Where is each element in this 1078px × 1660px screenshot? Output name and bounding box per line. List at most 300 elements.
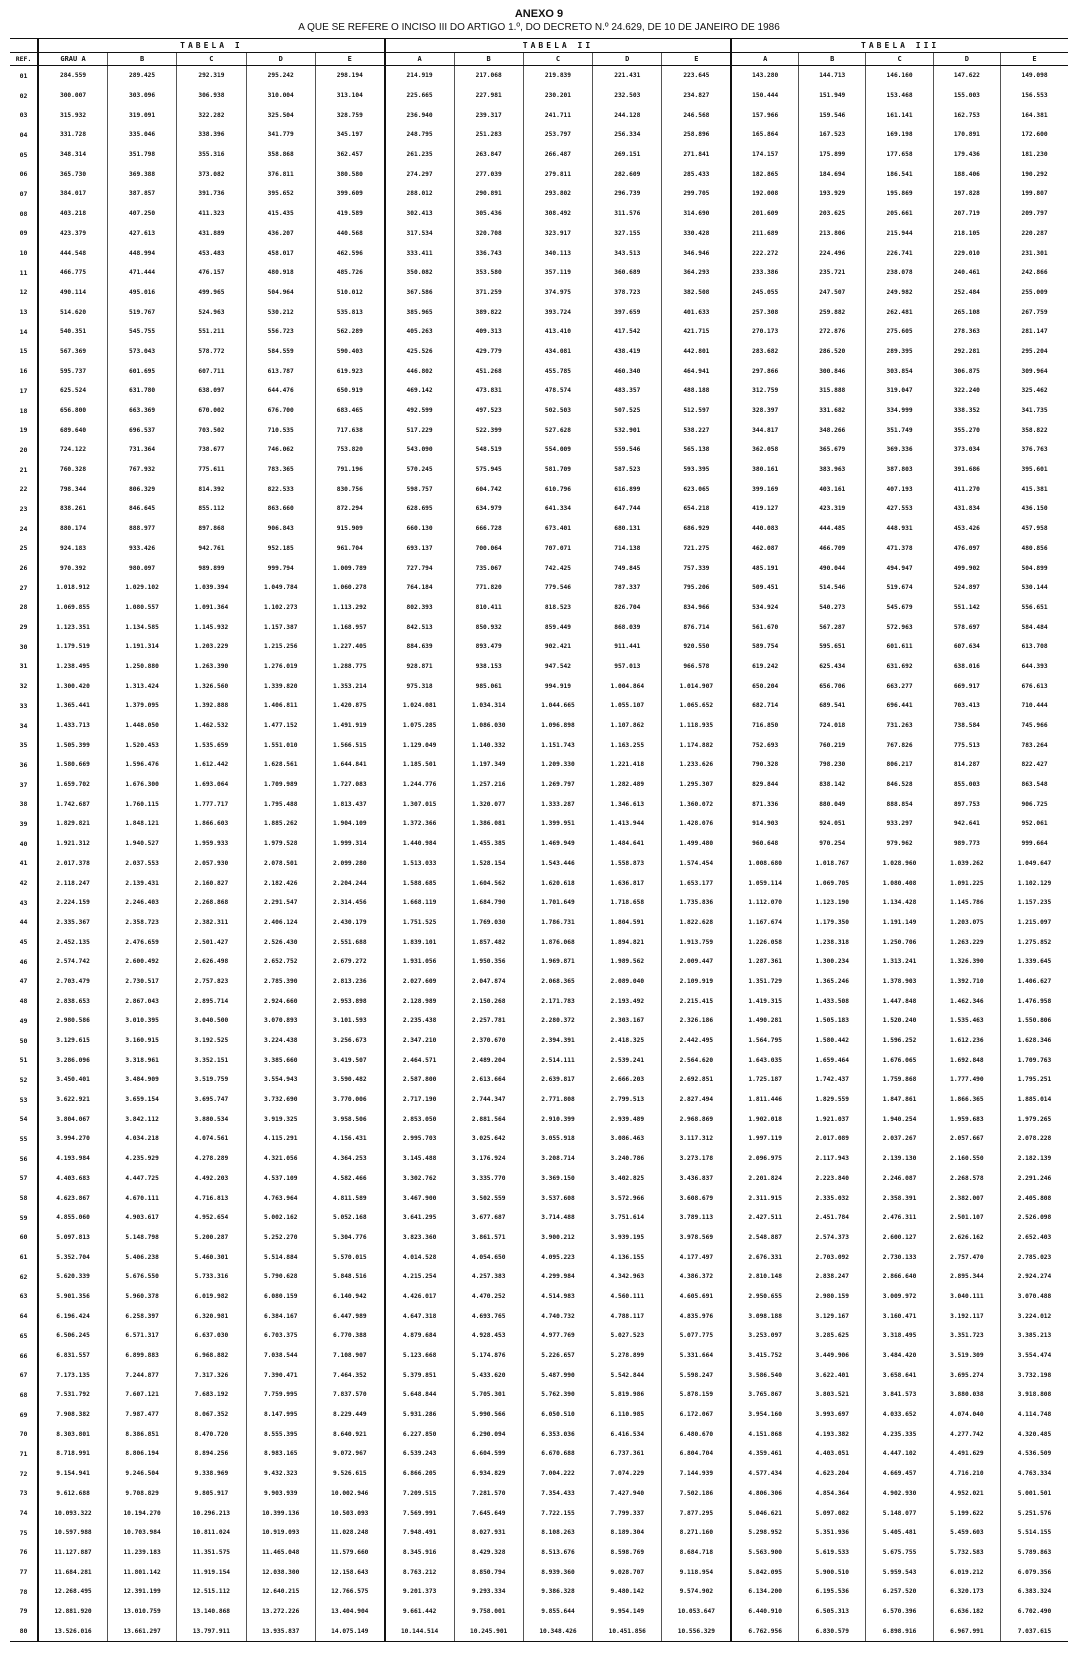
cell-t3-c: 731.263 — [866, 716, 933, 736]
cell-t3-c: 4.235.335 — [866, 1424, 933, 1444]
cell-t1-d: 3.224.438 — [246, 1031, 315, 1051]
cell-t3-d: 4.277.742 — [933, 1424, 1000, 1444]
cell-t1-e: 1.420.875 — [315, 696, 384, 716]
cell-t3-a: 914.903 — [731, 814, 798, 834]
cell-t1-b: 7.244.877 — [107, 1365, 176, 1385]
cell-t3-a: 222.272 — [731, 243, 798, 263]
cell-t2-b: 9.758.001 — [454, 1602, 523, 1622]
cell-t2-b: 604.742 — [454, 479, 523, 499]
cell-t3-e: 267.759 — [1001, 302, 1068, 322]
cell-t2-a: 2.587.800 — [385, 1070, 454, 1090]
cell-t3-c: 4.033.652 — [866, 1405, 933, 1425]
cell-t3-e: 1.979.265 — [1001, 1109, 1068, 1129]
cell-t1-d: 822.533 — [246, 479, 315, 499]
cell-t2-a: 1.588.685 — [385, 873, 454, 893]
cell-t3-d: 989.773 — [933, 834, 1000, 854]
cell-t1-a: 1.742.687 — [38, 794, 107, 814]
cell-ref: 65 — [19, 1331, 28, 1340]
cell-t1-e: 1.904.109 — [315, 814, 384, 834]
cell-t3-d: 3.880.038 — [933, 1385, 1000, 1405]
cell-t1-c: 738.677 — [177, 440, 246, 460]
cell-t2-b: 429.779 — [454, 342, 523, 362]
cell-t1-d: 1.406.811 — [246, 696, 315, 716]
cell-t1-b: 4.447.725 — [107, 1169, 176, 1189]
cell-t3-a: 790.328 — [731, 755, 798, 775]
cell-t3-d: 551.142 — [933, 598, 1000, 618]
cell-t2-d: 1.346.613 — [593, 794, 662, 814]
table-row — [10, 696, 1068, 716]
cell-t3-b: 383.963 — [799, 460, 866, 480]
cell-t3-d: 147.622 — [933, 66, 1000, 86]
cell-t1-e: 4.811.589 — [315, 1188, 384, 1208]
cell-t3-c: 5.148.077 — [866, 1503, 933, 1523]
cell-t3-b: 2.451.784 — [799, 1208, 866, 1228]
cell-t3-b: 2.223.840 — [799, 1169, 866, 1189]
cell-t1-b: 1.448.050 — [107, 716, 176, 736]
cell-t1-a: 423.379 — [38, 224, 107, 244]
cell-t2-c: 7.722.155 — [523, 1503, 592, 1523]
cell-t1-b: 6.571.317 — [107, 1326, 176, 1346]
cell-t1-b: 1.191.314 — [107, 637, 176, 657]
cell-t3-c: 4.447.102 — [866, 1444, 933, 1464]
cell-t1-a: 10.597.988 — [38, 1523, 107, 1543]
cell-t1-e: 13.404.904 — [315, 1602, 384, 1622]
cell-t3-d: 1.612.236 — [933, 1031, 1000, 1051]
cell-t1-a: 1.580.669 — [38, 755, 107, 775]
cell-ref: 40 — [19, 839, 28, 848]
cell-t1-c: 607.711 — [177, 361, 246, 381]
cell-t2-d: 3.939.195 — [593, 1228, 662, 1248]
cell-t2-b: 305.436 — [454, 204, 523, 224]
column-header-t3-e: E — [1001, 53, 1068, 66]
cell-t1-e: 7.464.352 — [315, 1365, 384, 1385]
cell-ref: 27 — [19, 583, 28, 592]
cell-t1-b: 1.848.121 — [107, 814, 176, 834]
cell-t2-c: 641.334 — [523, 499, 592, 519]
column-header-t3-d: D — [933, 53, 1000, 66]
cell-t2-a: 492.599 — [385, 401, 454, 421]
table-row — [10, 834, 1068, 854]
cell-t3-c: 1.847.861 — [866, 1090, 933, 1110]
cell-t3-c: 6.570.396 — [866, 1602, 933, 1622]
table-row — [10, 991, 1068, 1011]
cell-t2-e: 421.715 — [662, 322, 731, 342]
cell-t1-d: 3.385.660 — [246, 1050, 315, 1070]
cell-t3-a: 157.966 — [731, 105, 798, 125]
table-row — [10, 775, 1068, 795]
cell-t1-e: 313.104 — [315, 86, 384, 106]
cell-t3-c: 806.217 — [866, 755, 933, 775]
cell-t3-a: 1.226.058 — [731, 932, 798, 952]
cell-t2-d: 1.484.641 — [593, 834, 662, 854]
cell-t3-e: 2.652.403 — [1001, 1228, 1068, 1248]
cell-t1-c: 1.777.717 — [177, 794, 246, 814]
cell-t2-d: 269.151 — [593, 145, 662, 165]
cell-t3-a: 2.548.887 — [731, 1228, 798, 1248]
cell-t1-a: 8.303.801 — [38, 1424, 107, 1444]
cell-t3-d: 607.634 — [933, 637, 1000, 657]
cell-t2-e: 3.117.312 — [662, 1129, 731, 1149]
cell-t2-d: 1.163.255 — [593, 735, 662, 755]
cell-t3-d: 4.074.040 — [933, 1405, 1000, 1425]
cell-t3-e: 164.381 — [1001, 105, 1068, 125]
cell-t1-a: 2.452.135 — [38, 932, 107, 952]
cell-t2-c: 1.151.743 — [523, 735, 592, 755]
cell-t1-a: 1.123.351 — [38, 617, 107, 637]
cell-t2-c: 323.917 — [523, 224, 592, 244]
cell-t2-d: 2.799.513 — [593, 1090, 662, 1110]
cell-t3-b: 1.921.037 — [799, 1109, 866, 1129]
cell-t1-d: 458.017 — [246, 243, 315, 263]
cell-t2-c: 10.348.426 — [523, 1621, 592, 1641]
cell-t2-a: 225.665 — [385, 86, 454, 106]
cell-t1-d: 906.843 — [246, 519, 315, 539]
cell-t3-a: 1.167.674 — [731, 913, 798, 933]
cell-t2-c: 2.394.391 — [523, 1031, 592, 1051]
cell-t2-d: 256.334 — [593, 125, 662, 145]
cell-t2-c: 3.900.212 — [523, 1228, 592, 1248]
table-row — [10, 1208, 1068, 1228]
cell-t3-e: 309.964 — [1001, 361, 1068, 381]
cell-t2-b: 985.061 — [454, 676, 523, 696]
cell-ref: 69 — [19, 1410, 28, 1419]
cell-t3-e: 242.866 — [1001, 263, 1068, 283]
cell-t3-e: 3.732.198 — [1001, 1365, 1068, 1385]
cell-t2-d: 2.193.492 — [593, 991, 662, 1011]
cell-ref: 22 — [19, 485, 28, 494]
table-row — [10, 283, 1068, 303]
cell-t2-e: 382.508 — [662, 283, 731, 303]
cell-t3-e: 710.444 — [1001, 696, 1068, 716]
cell-t1-d: 310.004 — [246, 86, 315, 106]
cell-t2-a: 214.919 — [385, 66, 454, 86]
cell-t1-b: 13.010.759 — [107, 1602, 176, 1622]
cell-t2-c: 374.975 — [523, 283, 592, 303]
cell-t1-e: 7.837.570 — [315, 1385, 384, 1405]
cell-ref: 63 — [19, 1292, 28, 1301]
cell-t1-c: 2.501.427 — [177, 932, 246, 952]
cell-t2-d: 2.666.203 — [593, 1070, 662, 1090]
cell-t3-e: 376.763 — [1001, 440, 1068, 460]
cell-ref: 44 — [19, 918, 28, 927]
cell-t2-c: 279.811 — [523, 164, 592, 184]
cell-t1-c: 5.733.316 — [177, 1267, 246, 1287]
cell-t3-b: 315.888 — [799, 381, 866, 401]
cell-t1-b: 6.258.397 — [107, 1306, 176, 1326]
cell-ref: 67 — [19, 1371, 28, 1380]
cell-t3-a: 5.842.095 — [731, 1562, 798, 1582]
cell-t1-b: 5.676.550 — [107, 1267, 176, 1287]
table-row — [10, 1169, 1068, 1189]
cell-t3-b: 203.625 — [799, 204, 866, 224]
cell-t1-e: 12.158.643 — [315, 1562, 384, 1582]
cell-t1-b: 4.034.218 — [107, 1129, 176, 1149]
cell-t3-e: 172.600 — [1001, 125, 1068, 145]
table-row — [10, 224, 1068, 244]
cell-t1-a: 924.183 — [38, 539, 107, 559]
cell-t1-e: 9.072.967 — [315, 1444, 384, 1464]
cell-t1-e: 11.028.248 — [315, 1523, 384, 1543]
cell-t2-a: 6.866.205 — [385, 1464, 454, 1484]
cell-t1-c: 8.894.256 — [177, 1444, 246, 1464]
table-row — [10, 125, 1068, 145]
cell-t3-b: 625.434 — [799, 657, 866, 677]
cell-t2-c: 554.009 — [523, 440, 592, 460]
cell-t1-d: 5.252.270 — [246, 1228, 315, 1248]
cell-t3-b: 259.882 — [799, 302, 866, 322]
cell-t3-c: 1.028.960 — [866, 854, 933, 874]
cell-t1-c: 524.963 — [177, 302, 246, 322]
cell-t3-b: 235.721 — [799, 263, 866, 283]
cell-t3-c: 1.940.254 — [866, 1109, 933, 1129]
cell-t2-b: 336.743 — [454, 243, 523, 263]
cell-t3-d: 1.777.490 — [933, 1070, 1000, 1090]
cell-t1-c: 1.203.229 — [177, 637, 246, 657]
cell-t1-e: 1.113.292 — [315, 598, 384, 618]
cell-ref: 53 — [19, 1095, 28, 1104]
cell-t2-e: 757.339 — [662, 558, 731, 578]
cell-t3-d: 2.057.667 — [933, 1129, 1000, 1149]
cell-t2-e: 8.684.718 — [662, 1543, 731, 1563]
cell-t3-c: 888.854 — [866, 794, 933, 814]
cell-t3-e: 480.856 — [1001, 539, 1068, 559]
table-row — [10, 519, 1068, 539]
cell-ref: 15 — [19, 347, 28, 356]
cell-t3-e: 2.078.228 — [1001, 1129, 1068, 1149]
cell-t2-c: 3.714.488 — [523, 1208, 592, 1228]
cell-t1-b: 10.194.270 — [107, 1503, 176, 1523]
cell-t3-d: 1.535.463 — [933, 1011, 1000, 1031]
cell-t2-b: 4.257.383 — [454, 1267, 523, 1287]
cell-t3-c: 1.080.408 — [866, 873, 933, 893]
cell-t3-c: 369.336 — [866, 440, 933, 460]
cell-t3-d: 669.917 — [933, 676, 1000, 696]
cell-t2-c: 818.523 — [523, 598, 592, 618]
cell-t3-d: 1.039.262 — [933, 854, 1000, 874]
cell-t1-a: 5.620.339 — [38, 1267, 107, 1287]
cell-t3-a: 3.415.752 — [731, 1346, 798, 1366]
cell-t1-b: 319.091 — [107, 105, 176, 125]
cell-t2-a: 1.440.984 — [385, 834, 454, 854]
cell-t2-e: 2.109.919 — [662, 972, 731, 992]
cell-t3-a: 4.359.461 — [731, 1444, 798, 1464]
cell-t3-d: 278.363 — [933, 322, 1000, 342]
annex-title: ANEXO 9 — [514, 8, 564, 20]
cell-t2-d: 360.689 — [593, 263, 662, 283]
cell-ref: 54 — [19, 1115, 28, 1124]
cell-t1-a: 625.524 — [38, 381, 107, 401]
cell-t3-c: 663.277 — [866, 676, 933, 696]
cell-t1-c: 2.160.827 — [177, 873, 246, 893]
cell-t2-e: 5.598.247 — [662, 1365, 731, 1385]
cell-t2-b: 1.528.154 — [454, 854, 523, 874]
cell-t1-e: 6.770.388 — [315, 1326, 384, 1346]
cell-t3-c: 289.395 — [866, 342, 933, 362]
cell-t1-b: 2.246.403 — [107, 893, 176, 913]
cell-t2-c: 742.425 — [523, 558, 592, 578]
cell-t2-c: 293.802 — [523, 184, 592, 204]
cell-t1-c: 4.716.813 — [177, 1188, 246, 1208]
cell-t3-a: 419.127 — [731, 499, 798, 519]
cell-t1-b: 1.676.300 — [107, 775, 176, 795]
cell-t3-c: 3.658.641 — [866, 1365, 933, 1385]
cell-t1-b: 1.940.527 — [107, 834, 176, 854]
cell-t2-b: 217.068 — [454, 66, 523, 86]
cell-ref: 77 — [19, 1568, 28, 1577]
cell-t3-a: 312.759 — [731, 381, 798, 401]
cell-t1-e: 4.582.466 — [315, 1169, 384, 1189]
table-row — [10, 440, 1068, 460]
cell-t2-a: 2.128.989 — [385, 991, 454, 1011]
cell-t1-c: 1.535.659 — [177, 735, 246, 755]
cell-t2-b: 4.470.252 — [454, 1287, 523, 1307]
cell-t3-e: 5.001.501 — [1001, 1484, 1068, 1504]
cell-t2-e: 6.172.067 — [662, 1405, 731, 1425]
cell-t3-a: 2.676.331 — [731, 1247, 798, 1267]
cell-t2-b: 2.881.564 — [454, 1109, 523, 1129]
cell-t1-a: 284.559 — [38, 66, 107, 86]
cell-t1-c: 6.320.981 — [177, 1306, 246, 1326]
cell-t3-a: 6.134.200 — [731, 1582, 798, 1602]
cell-t2-b: 409.313 — [454, 322, 523, 342]
cell-t1-c: 431.889 — [177, 224, 246, 244]
cell-t2-a: 1.668.119 — [385, 893, 454, 913]
cell-t2-e: 246.568 — [662, 105, 731, 125]
cell-ref: 19 — [19, 426, 28, 435]
cell-t1-c: 13.797.911 — [177, 1621, 246, 1641]
cell-t1-e: 4.364.253 — [315, 1149, 384, 1169]
cell-t2-b: 575.945 — [454, 460, 523, 480]
cell-t2-e: 2.827.494 — [662, 1090, 731, 1110]
cell-t2-c: 8.108.263 — [523, 1523, 592, 1543]
cell-t1-c: 7.683.192 — [177, 1385, 246, 1405]
cell-t3-c: 1.759.868 — [866, 1070, 933, 1090]
cell-t1-d: 584.559 — [246, 342, 315, 362]
cell-t2-b: 9.293.334 — [454, 1582, 523, 1602]
cell-t3-b: 3.129.167 — [799, 1306, 866, 1326]
cell-t3-d: 218.105 — [933, 224, 1000, 244]
cell-t1-a: 2.335.367 — [38, 913, 107, 933]
cell-t3-e: 220.287 — [1001, 224, 1068, 244]
cell-t1-d: 556.723 — [246, 322, 315, 342]
cell-ref: 33 — [19, 701, 28, 710]
cell-t3-e: 4.114.748 — [1001, 1405, 1068, 1425]
cell-t2-a: 9.661.442 — [385, 1602, 454, 1622]
cell-t3-b: 3.285.625 — [799, 1326, 866, 1346]
cell-t1-c: 8.470.720 — [177, 1424, 246, 1444]
cell-t2-b: 227.981 — [454, 86, 523, 106]
cell-t3-e: 1.157.235 — [1001, 893, 1068, 913]
cell-t3-d: 4.716.210 — [933, 1464, 1000, 1484]
cell-t3-d: 355.270 — [933, 420, 1000, 440]
cell-t3-c: 303.854 — [866, 361, 933, 381]
cell-t2-c: 9.386.328 — [523, 1582, 592, 1602]
cell-t1-e: 619.923 — [315, 361, 384, 381]
cell-t3-a: 1.725.187 — [731, 1070, 798, 1090]
cell-t1-e: 1.288.775 — [315, 657, 384, 677]
cell-t3-e: 2.785.023 — [1001, 1247, 1068, 1267]
column-header-t1-e: E — [315, 53, 384, 66]
cell-t1-d: 11.465.048 — [246, 1543, 315, 1563]
cell-t1-d: 415.435 — [246, 204, 315, 224]
cell-t3-a: 211.689 — [731, 224, 798, 244]
cell-t1-c: 3.519.759 — [177, 1070, 246, 1090]
cell-t2-e: 4.605.691 — [662, 1287, 731, 1307]
cell-t3-b: 466.709 — [799, 539, 866, 559]
cell-t3-c: 6.257.520 — [866, 1582, 933, 1602]
cell-t2-a: 3.145.488 — [385, 1149, 454, 1169]
cell-t1-e: 3.958.506 — [315, 1109, 384, 1129]
cell-t2-d: 532.901 — [593, 420, 662, 440]
cell-ref: 64 — [19, 1312, 28, 1321]
cell-t2-c: 502.503 — [523, 401, 592, 421]
cell-t1-e: 7.108.907 — [315, 1346, 384, 1366]
cell-t3-d: 897.753 — [933, 794, 1000, 814]
cell-t1-b: 2.358.723 — [107, 913, 176, 933]
cell-t3-c: 226.741 — [866, 243, 933, 263]
cell-t1-b: 1.029.102 — [107, 578, 176, 598]
cell-t2-d: 1.282.489 — [593, 775, 662, 795]
cell-t2-e: 795.206 — [662, 578, 731, 598]
cell-t2-b: 5.433.620 — [454, 1365, 523, 1385]
cell-t3-a: 589.754 — [731, 637, 798, 657]
cell-t3-b: 656.706 — [799, 676, 866, 696]
cell-t3-c: 471.378 — [866, 539, 933, 559]
cell-t3-b: 144.713 — [799, 66, 866, 86]
cell-t3-d: 942.641 — [933, 814, 1000, 834]
cell-t2-a: 333.411 — [385, 243, 454, 263]
cell-t3-e: 530.144 — [1001, 578, 1068, 598]
table-row — [10, 479, 1068, 499]
cell-t3-e: 4.320.485 — [1001, 1424, 1068, 1444]
cell-t2-e: 6.480.670 — [662, 1424, 731, 1444]
cell-ref: 20 — [19, 445, 28, 454]
cell-t3-d: 5.199.622 — [933, 1503, 1000, 1523]
cell-t1-c: 2.268.868 — [177, 893, 246, 913]
cell-t3-c: 6.898.916 — [866, 1621, 933, 1641]
table-row — [10, 814, 1068, 834]
cell-ref: 43 — [19, 898, 28, 907]
cell-t2-d: 8.189.304 — [593, 1523, 662, 1543]
cell-t3-a: 462.087 — [731, 539, 798, 559]
cell-t2-c: 3.369.150 — [523, 1169, 592, 1189]
cell-ref: 35 — [19, 741, 28, 750]
cell-t1-d: 676.700 — [246, 401, 315, 421]
cell-t2-c: 1.876.068 — [523, 932, 592, 952]
cell-t3-b: 760.219 — [799, 735, 866, 755]
cell-t1-e: 683.465 — [315, 401, 384, 421]
cell-t2-d: 5.542.844 — [593, 1365, 662, 1385]
cell-t3-e: 190.292 — [1001, 164, 1068, 184]
cell-t3-e: 1.550.806 — [1001, 1011, 1068, 1031]
cell-ref: 66 — [19, 1351, 28, 1360]
cell-ref: 47 — [19, 977, 28, 986]
cell-t2-d: 714.138 — [593, 539, 662, 559]
cell-t3-e: 149.098 — [1001, 66, 1068, 86]
cell-t3-b: 2.335.032 — [799, 1188, 866, 1208]
cell-ref: 79 — [19, 1607, 28, 1616]
cell-t2-b: 4.693.765 — [454, 1306, 523, 1326]
cell-t3-d: 3.695.274 — [933, 1365, 1000, 1385]
cell-t3-b: 159.546 — [799, 105, 866, 125]
cell-t2-b: 2.489.204 — [454, 1050, 523, 1070]
cell-t2-a: 469.142 — [385, 381, 454, 401]
cell-t2-a: 425.526 — [385, 342, 454, 362]
cell-t3-e: 1.795.251 — [1001, 1070, 1068, 1090]
cell-t2-c: 1.044.665 — [523, 696, 592, 716]
cell-t3-e: 281.147 — [1001, 322, 1068, 342]
cell-t1-a: 13.526.016 — [38, 1621, 107, 1641]
